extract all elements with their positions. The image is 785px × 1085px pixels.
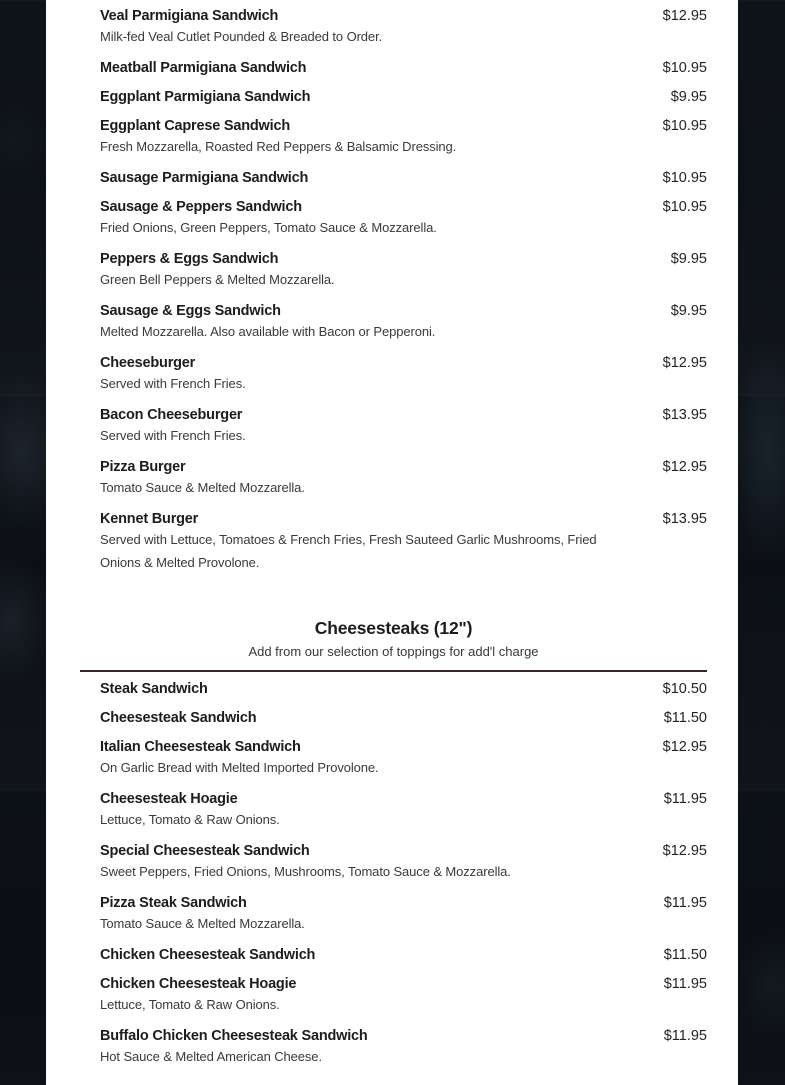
item-name: Special Cheesesteak Sandwich xyxy=(100,843,310,859)
menu-item xyxy=(80,895,707,935)
item-name: Cheeseburger xyxy=(100,355,196,371)
item-price: $12.95 xyxy=(662,8,707,24)
section-title: Cheesesteaks (12") xyxy=(314,618,473,638)
menu-item-header xyxy=(100,170,707,187)
menu-item-header xyxy=(100,739,707,756)
item-name: Peppers & Eggs Sandwich xyxy=(100,251,279,267)
menu-items-list xyxy=(80,8,707,574)
menu-item-header xyxy=(100,355,707,372)
item-name: Chicken Cheesesteak Sandwich xyxy=(100,947,316,963)
menu-item-header xyxy=(100,459,707,476)
item-price: $11.95 xyxy=(663,976,707,992)
menu-item-header xyxy=(100,199,707,216)
section-divider xyxy=(80,670,707,672)
item-price: $13.95 xyxy=(662,407,707,423)
menu-section-top xyxy=(80,8,707,574)
item-description: Fresh Mozzarella, Roasted Red Peppers & Balsamic Dressing. xyxy=(100,139,457,154)
menu-item xyxy=(80,199,707,239)
item-description: Lettuce, Tomato & Raw Onions. xyxy=(100,997,280,1012)
section-subtitle: Add from our selection of toppings for add'l charge xyxy=(248,644,539,659)
menu-item xyxy=(80,1028,707,1068)
menu-item-header xyxy=(100,681,707,698)
item-name: Kennet Burger xyxy=(100,511,199,527)
item-description: Served with Lettuce, Tomatoes & French Fries, Fresh Sauteed Garlic Mushrooms, Fried Onions & Melted Provolone. xyxy=(100,532,597,570)
item-price: $10.95 xyxy=(662,118,707,134)
item-price: $9.95 xyxy=(670,303,707,319)
item-description: Served with French Fries. xyxy=(100,376,246,391)
item-price: $10.95 xyxy=(662,170,707,186)
item-name: Chicken Cheesesteak Hoagie xyxy=(100,976,297,992)
item-name: Meatball Parmigiana Sandwich xyxy=(100,60,307,76)
item-name: Italian Cheesesteak Sandwich xyxy=(100,739,301,755)
item-name: Steak Sandwich xyxy=(100,681,208,697)
item-price: $11.50 xyxy=(663,710,707,726)
item-price: $12.95 xyxy=(662,355,707,371)
menu-item-header xyxy=(100,1028,707,1045)
item-price: $9.95 xyxy=(670,251,707,267)
menu-item xyxy=(80,8,707,48)
menu-item xyxy=(80,681,707,698)
item-description: Served with French Fries. xyxy=(100,428,246,443)
item-name: Eggplant Caprese Sandwich xyxy=(100,118,290,134)
menu-item xyxy=(80,89,707,106)
menu-item xyxy=(80,459,707,499)
menu-item xyxy=(80,710,707,727)
item-price: $9.95 xyxy=(670,89,707,105)
menu-item-header xyxy=(100,791,707,808)
item-price: $11.95 xyxy=(663,1028,707,1044)
item-price: $11.95 xyxy=(663,895,707,911)
menu-item xyxy=(80,118,707,158)
item-name: Buffalo Chicken Cheesesteak Sandwich xyxy=(100,1028,368,1044)
menu-item xyxy=(80,355,707,395)
item-name: Pizza Burger xyxy=(100,459,186,475)
menu-item xyxy=(80,739,707,779)
item-description: On Garlic Bread with Melted Imported Provolone. xyxy=(100,760,379,775)
item-description: Fried Onions, Green Peppers, Tomato Sauce & Mozzarella. xyxy=(100,220,437,235)
item-description: Green Bell Peppers & Melted Mozzarella. xyxy=(100,272,335,287)
item-name: Eggplant Parmigiana Sandwich xyxy=(100,89,311,105)
item-price: $10.95 xyxy=(662,199,707,215)
menu-item xyxy=(80,170,707,187)
item-name: Sausage & Eggs Sandwich xyxy=(100,303,281,319)
item-description: Lettuce, Tomato & Raw Onions. xyxy=(100,812,280,827)
item-name: Cheesesteak Hoagie xyxy=(100,791,238,807)
item-description: Sweet Peppers, Fried Onions, Mushrooms, Tomato Sauce & Mozzarella. xyxy=(100,864,511,879)
menu-item xyxy=(80,407,707,447)
menu-item-header xyxy=(100,895,707,912)
menu-item-header xyxy=(100,976,707,993)
menu-item-header xyxy=(100,843,707,860)
menu-item-header xyxy=(100,251,707,268)
menu-item xyxy=(80,303,707,343)
item-name: Veal Parmigiana Sandwich xyxy=(100,8,279,24)
item-name: Sausage Parmigiana Sandwich xyxy=(100,170,309,186)
menu-items-list xyxy=(80,681,707,1068)
menu-item-header xyxy=(100,89,707,106)
item-price: $13.95 xyxy=(662,511,707,527)
item-description: Melted Mozzarella. Also available with Bacon or Pepperoni. xyxy=(100,324,436,339)
item-price: $11.95 xyxy=(663,791,707,807)
menu-panel xyxy=(46,0,738,1085)
menu-item-header xyxy=(100,118,707,135)
menu-item-header xyxy=(100,407,707,424)
menu-item-header xyxy=(100,60,707,77)
item-description: Milk-fed Veal Cutlet Pounded & Breaded to Order. xyxy=(100,29,383,44)
item-price: $10.50 xyxy=(662,681,707,697)
item-description: Tomato Sauce & Melted Mozzarella. xyxy=(100,480,305,495)
item-name: Bacon Cheeseburger xyxy=(100,407,243,423)
menu-item xyxy=(80,976,707,1016)
menu-item xyxy=(80,511,707,574)
menu-item-header xyxy=(100,947,707,964)
menu-section-cheesesteaks xyxy=(80,616,707,1068)
item-price: $12.95 xyxy=(662,739,707,755)
item-name: Cheesesteak Sandwich xyxy=(100,710,257,726)
item-price: $12.95 xyxy=(662,459,707,475)
menu-item xyxy=(80,843,707,883)
menu-item xyxy=(80,251,707,291)
item-price: $12.95 xyxy=(662,843,707,859)
item-description: Tomato Sauce & Melted Mozzarella. xyxy=(100,916,305,931)
item-price: $11.50 xyxy=(663,947,707,963)
menu-item-header xyxy=(100,303,707,320)
item-name: Pizza Steak Sandwich xyxy=(100,895,247,911)
menu-item-header xyxy=(100,8,707,25)
item-name: Sausage & Peppers Sandwich xyxy=(100,199,302,215)
menu-item xyxy=(80,791,707,831)
menu-item-header xyxy=(100,710,707,727)
item-price: $10.95 xyxy=(662,60,707,76)
menu-item-header xyxy=(100,511,707,528)
item-description: Hot Sauce & Melted American Cheese. xyxy=(100,1049,322,1064)
menu-item xyxy=(80,60,707,77)
menu-item xyxy=(80,947,707,964)
